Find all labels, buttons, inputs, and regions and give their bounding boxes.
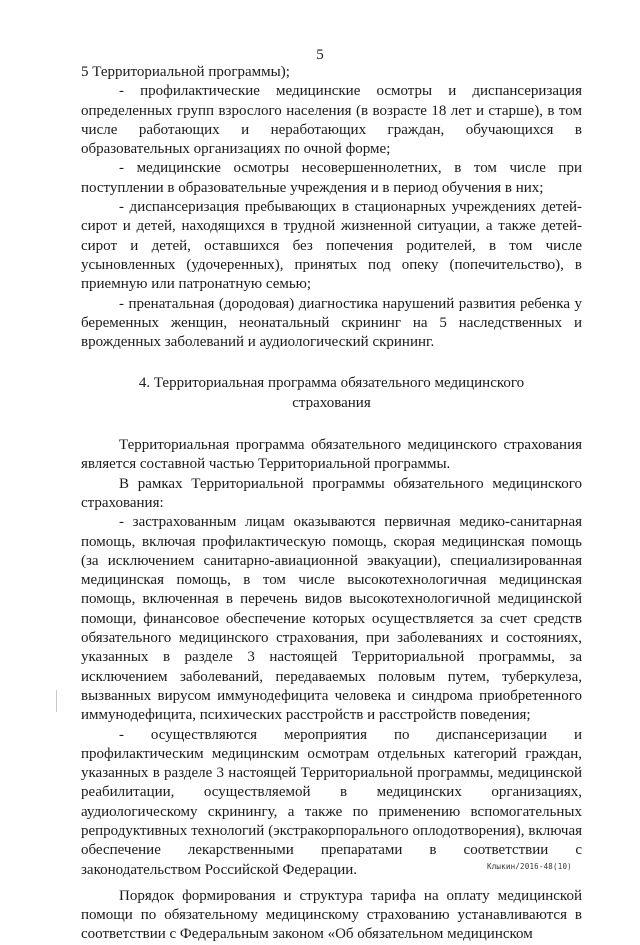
list-item-insured-care: - застрахованным лицам оказываются первичная медико-санитарная помощь, включая профилактическую помощь, скорая медицинская помощь (за исключением санитарно-авиационной эвакуации), специализированная медицинская помощь, в том числе высокотехнологичная медицинская помощь, включенная в перечень видов высокотехнологичной медицинской помощи, финансовое обеспечение которых осуществляется за счет средств обязательного медицинского страхования, при заболеваниях и состояниях, указанных в разделе 3 настоящей Территориальной программы, за исключением заболеваний, передаваемых половым путем, туберкулеза, вызванных вирусом иммунодефицита человека и синдрома приобретенного иммунодефицита, психических расстройств и расстройств поведения; [81,514,582,724]
list-item-orphan-dispensarization: - диспансеризация пребывающих в стационарных учреждениях детей-сирот и детей, находящихся в трудной жизненной ситуации, а также детей-сирот и детей, оставшихся без попечения родителей, в том числе усыновленных (удочеренных), принятых под опеку (попечительство), в приемную или патронатную семью; [81,199,582,293]
section-heading: 4. Территориальная программа обязательного медицинского страхования [138,375,525,411]
paragraph-tariff-procedure: Порядок формирования и структура тарифа на оплату медицинской помощи по обязательному медицинскому страхованию устанавливаются в соответствии с Федеральным законом «Об обязательном медицинском [81,887,582,943]
list-item-prenatal-diagnostics: - пренатальная (дородовая) диагностика нарушений развития ребенка у беременных женщин, неонатальный скрининг на 5 наследственных и врожденных заболеваний и аудиологический скрининг. [81,295,582,351]
list-item-minor-exams: - медицинские осмотры несовершеннолетних, в том числе при поступлении в образовательные учреждения и в период обучения в них; [81,160,582,196]
list-item-measures: - осуществляются мероприятия по диспансеризации и профилактическим медицинским осмотрам отдельных категорий граждан, указанных в разделе 3 настоящей Территориальной программы, медицинской реабилитации, осуществляемой в медицинских организациях, аудиологическому скринингу, а также по применению вспомогательных репродуктивных технологий (экстракорпорального оплодотворения), включая обеспечение лекарственными препаратами в соответствии с законодательством Российской Федерации. [81,726,582,878]
margin-mark [56,690,57,712]
document-body [81,63,582,945]
footer-document-code: Клыкин/2016-48(10) [487,862,572,871]
paragraph-continuation: 5 Территориальной программы); [81,64,290,80]
paragraph-program-part: Территориальная программа обязательного медицинского страхования является составной частью Территориальной программы. [81,437,582,473]
list-item-preventive-exams: - профилактические медицинские осмотры и диспансеризация определенных групп взрослого населения (в возрасте 18 лет и старше), в том числе работающих и неработающих граждан, обучающихся в образовательных организациях по очной форме; [81,83,582,158]
paragraph-within-program: В рамках Территориальной программы обязательного медицинского страхования: [81,475,582,511]
page-number: 5 [316,47,324,63]
